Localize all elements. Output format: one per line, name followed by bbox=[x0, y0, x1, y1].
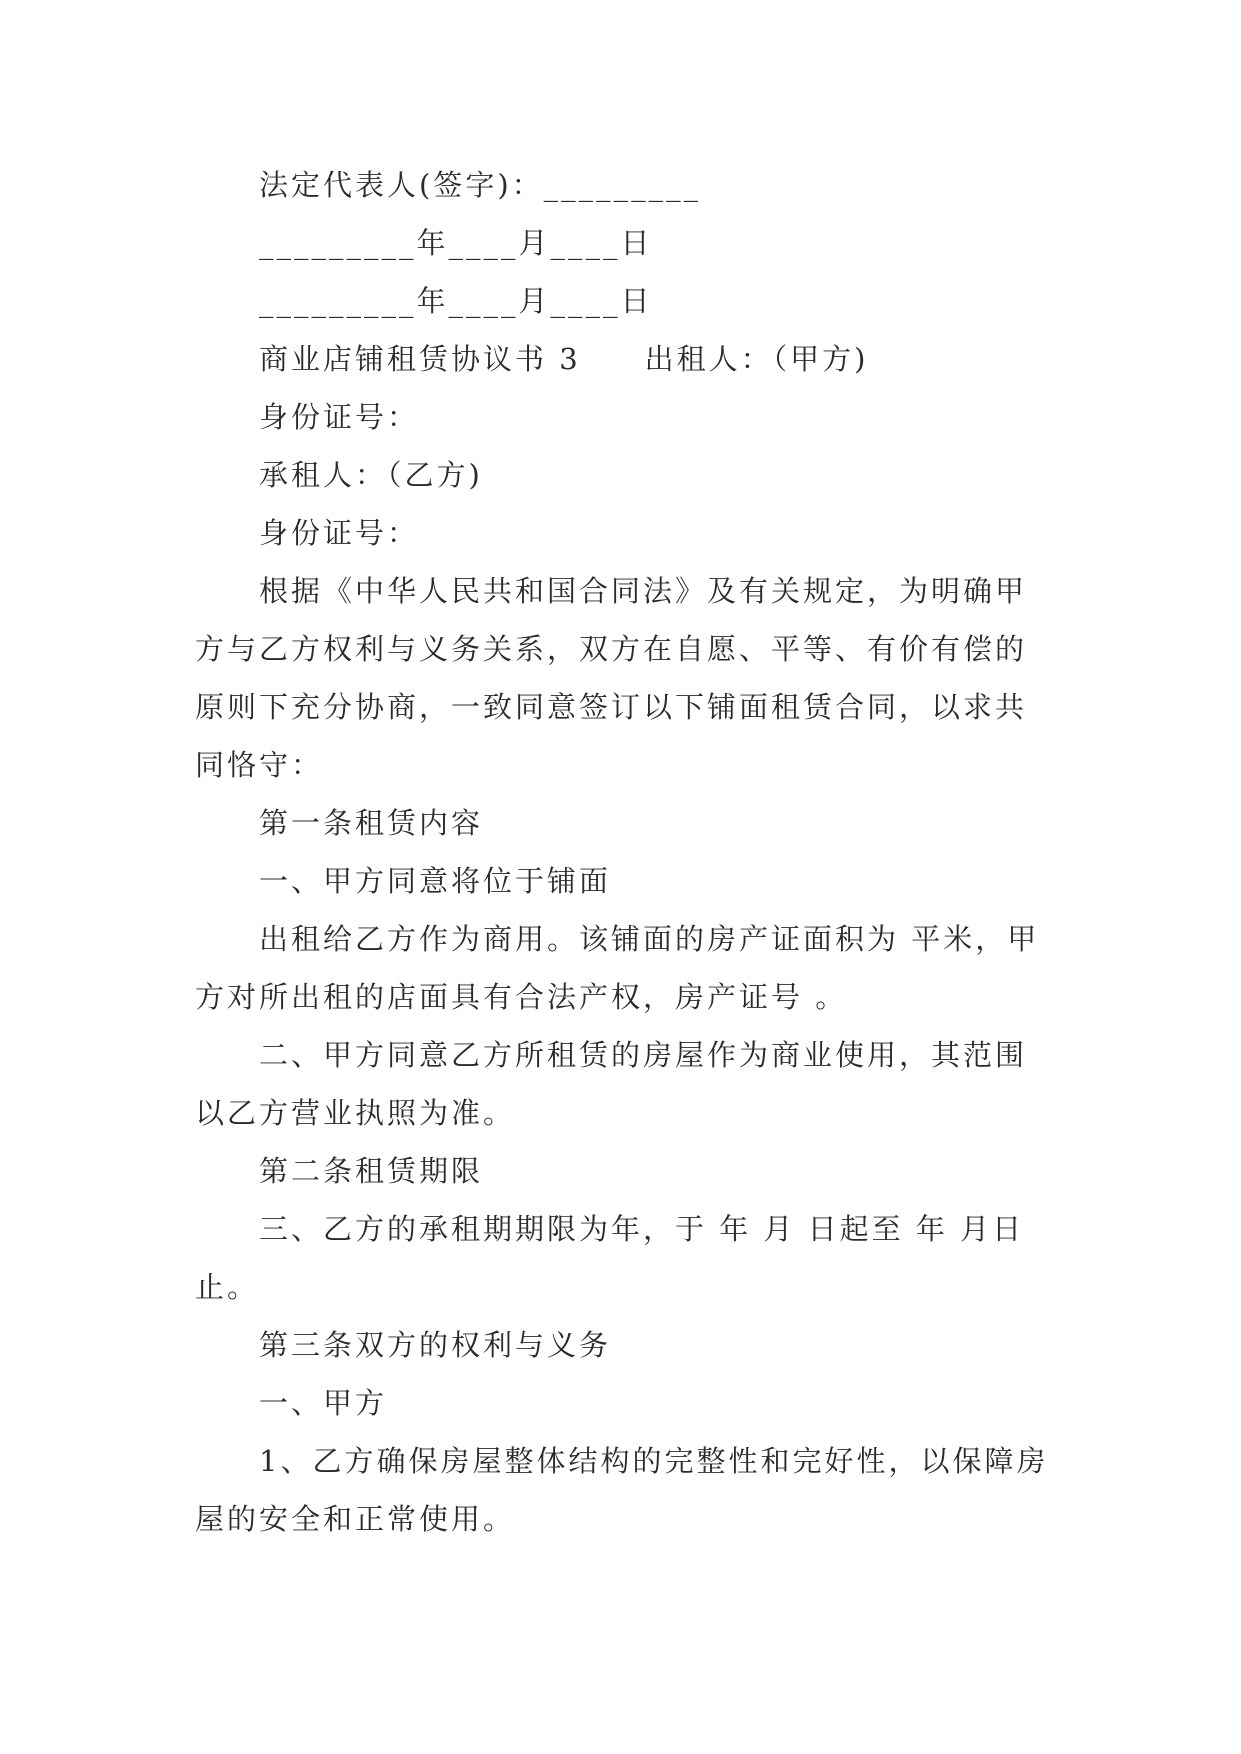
clause-paragraph: 1、乙方确保房屋整体结构的完整性和完好性，以保障房屋的安全和正常使用。 bbox=[195, 1444, 1049, 1536]
clause-paragraph: 二、甲方同意乙方所租赁的房屋作为商业使用，其范围以乙方营业执照为准。 bbox=[195, 1038, 1028, 1130]
sub-heading: 一、甲方 bbox=[259, 1386, 388, 1420]
article-heading: 第一条租赁内容 bbox=[259, 806, 484, 840]
lessee-id-number: 身份证号： bbox=[259, 516, 420, 550]
clause-paragraph: 出租给乙方作为商用。该铺面的房产证面积为 平米，甲方对所出租的店面具有合法产权，房产证号 。 bbox=[195, 922, 1040, 1014]
date-line: _________年____月____日 bbox=[259, 284, 653, 318]
lessee-line: 承租人：（乙方) bbox=[259, 458, 483, 492]
preamble-paragraph: 根据《中华人民共和国合同法》及有关规定，为明确甲方与乙方权利与义务关系，双方在自愿、平等、有价有偿的原则下充分协商，一致同意签订以下铺面租赁合同，以求共同恪守： bbox=[195, 574, 1028, 782]
clause-paragraph: 三、乙方的承租期期限为年，于 年 月 日起至 年 月日止。 bbox=[195, 1212, 1025, 1304]
document-body bbox=[195, 156, 1055, 1548]
agreement-title-and-lessor: 商业店铺租赁协议书 3 出租人：（甲方) bbox=[259, 342, 869, 376]
clause-paragraph: 一、甲方同意将位于铺面 bbox=[259, 864, 612, 898]
article-heading: 第二条租赁期限 bbox=[259, 1154, 484, 1188]
lessor-id-number: 身份证号： bbox=[259, 400, 420, 434]
article-heading: 第三条双方的权利与义务 bbox=[259, 1328, 612, 1362]
date-line: _________年____月____日 bbox=[259, 226, 653, 260]
signature-line-legal-representative: 法定代表人(签字)：_________ bbox=[259, 168, 702, 202]
